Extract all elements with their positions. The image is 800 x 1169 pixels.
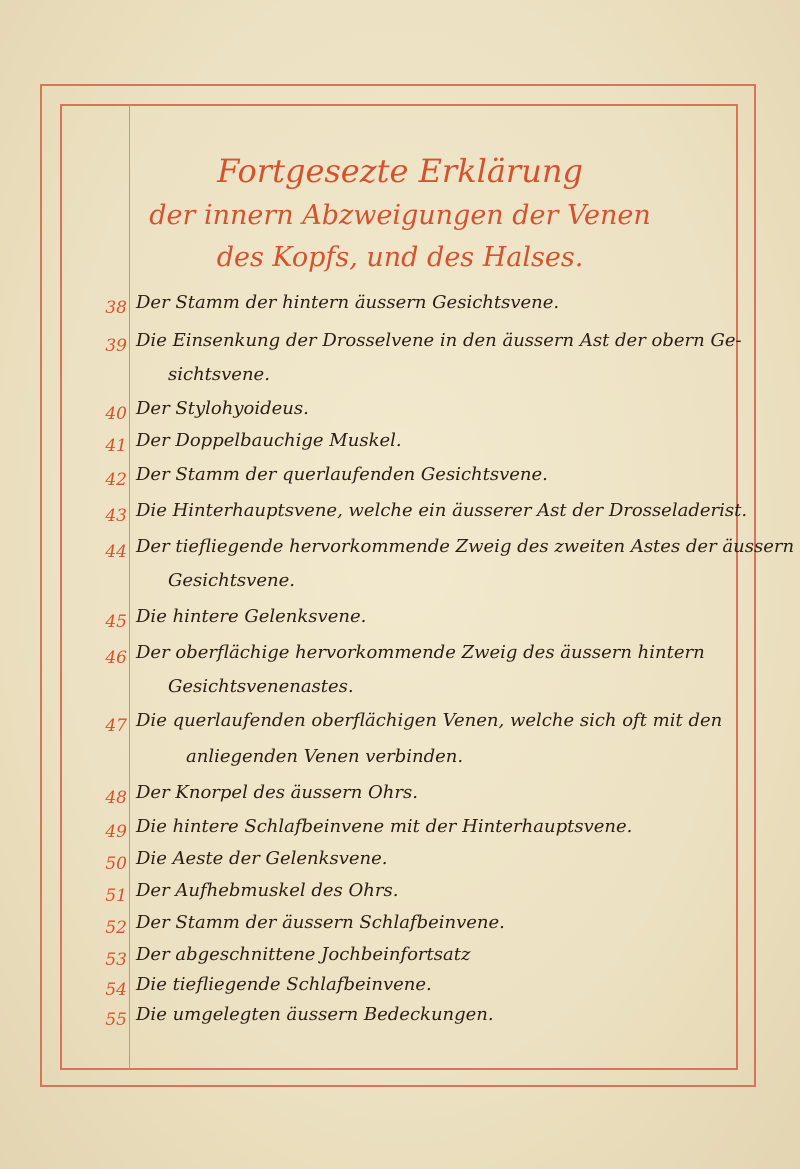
entry-43 (0, 500, 748, 538)
entry-text-continued: Gesichtsvene. (168, 570, 295, 591)
entry-number: 53 (105, 950, 127, 970)
entry-number: 47 (105, 716, 127, 736)
entry-number: 41 (105, 436, 127, 456)
entry-number: 54 (105, 980, 127, 1000)
entry-44-continued (0, 570, 740, 608)
entry-number: 46 (105, 648, 127, 668)
entry-number: 50 (105, 854, 127, 874)
entry-number: 45 (105, 612, 127, 632)
entry-number: 48 (105, 788, 127, 808)
entry-text: Der oberflächige hervorkommende Zweig des äussern hintern (136, 642, 705, 663)
entry-55 (0, 1004, 740, 1042)
entry-text: Der Stamm der äussern Schlafbeinvene. (136, 912, 505, 933)
entry-48 (0, 782, 740, 820)
entry-text: Der Aufhebmuskel des Ohrs. (136, 880, 399, 901)
entry-text: Die Aeste der Gelenksvene. (136, 848, 388, 869)
entry-41 (0, 430, 740, 468)
entry-number: 38 (105, 298, 127, 318)
entry-number: 51 (105, 886, 127, 906)
entry-number: 55 (105, 1010, 127, 1030)
entry-text: Der Stylohyoideus. (136, 398, 309, 419)
entry-47 (0, 710, 740, 748)
entry-text: Die querlaufenden oberflächigen Venen, welche sich oft mit den (136, 710, 723, 731)
heading-line-2: der innern Abzweigungen der Venen (149, 200, 651, 231)
entry-39 (0, 330, 740, 368)
entry-number: 52 (105, 918, 127, 938)
entry-text-continued: anliegenden Venen verbinden. (186, 746, 464, 767)
entry-text: Der Stamm der querlaufenden Gesichtsvene. (136, 464, 548, 485)
entry-text-continued: Gesichtsvenenastes. (168, 676, 354, 697)
entry-text: Die Hinterhauptsvene, welche ein äusserer Ast der Drosseladerist. (136, 500, 748, 521)
entry-39-continued (0, 364, 740, 402)
entry-46-continued (0, 676, 740, 714)
entry-45 (0, 606, 740, 644)
entry-number: 49 (105, 822, 127, 842)
entry-47-continued (0, 746, 740, 784)
heading-line-1: Fortgesezte Erklärung (217, 152, 583, 190)
entry-text: Die Einsenkung der Drosselvene in den äussern Ast der obern Ge- (136, 330, 742, 351)
entry-text: Die tiefliegende Schlafbeinvene. (136, 974, 432, 995)
entry-44 (0, 536, 795, 574)
entry-text: Die umgelegten äussern Bedeckungen. (136, 1004, 494, 1025)
entry-text: Der Stamm der hintern äussern Gesichtsvene. (136, 292, 560, 313)
entry-text: Der abgeschnittene Jochbeinfortsatz (136, 944, 471, 965)
entry-text: Der tiefliegende hervorkommende Zweig des zweiten Astes der äussern (136, 536, 795, 557)
entry-number: 40 (105, 404, 127, 424)
entry-38 (0, 292, 740, 330)
entry-text: Der Knorpel des äussern Ohrs. (136, 782, 418, 803)
entry-text-continued: sichtsvene. (168, 364, 270, 385)
entry-46 (0, 642, 740, 680)
entry-number: 44 (105, 542, 127, 562)
entry-42 (0, 464, 740, 502)
entry-text: Die hintere Gelenksvene. (136, 606, 367, 627)
entry-text: Der Doppelbauchige Muskel. (136, 430, 402, 451)
entry-number: 43 (105, 506, 127, 526)
entry-number: 39 (105, 336, 127, 356)
heading-line-3: des Kopfs, und des Halses. (216, 242, 584, 273)
entry-number: 42 (105, 470, 127, 490)
entry-text: Die hintere Schlafbeinvene mit der Hinterhauptsvene. (136, 816, 633, 837)
